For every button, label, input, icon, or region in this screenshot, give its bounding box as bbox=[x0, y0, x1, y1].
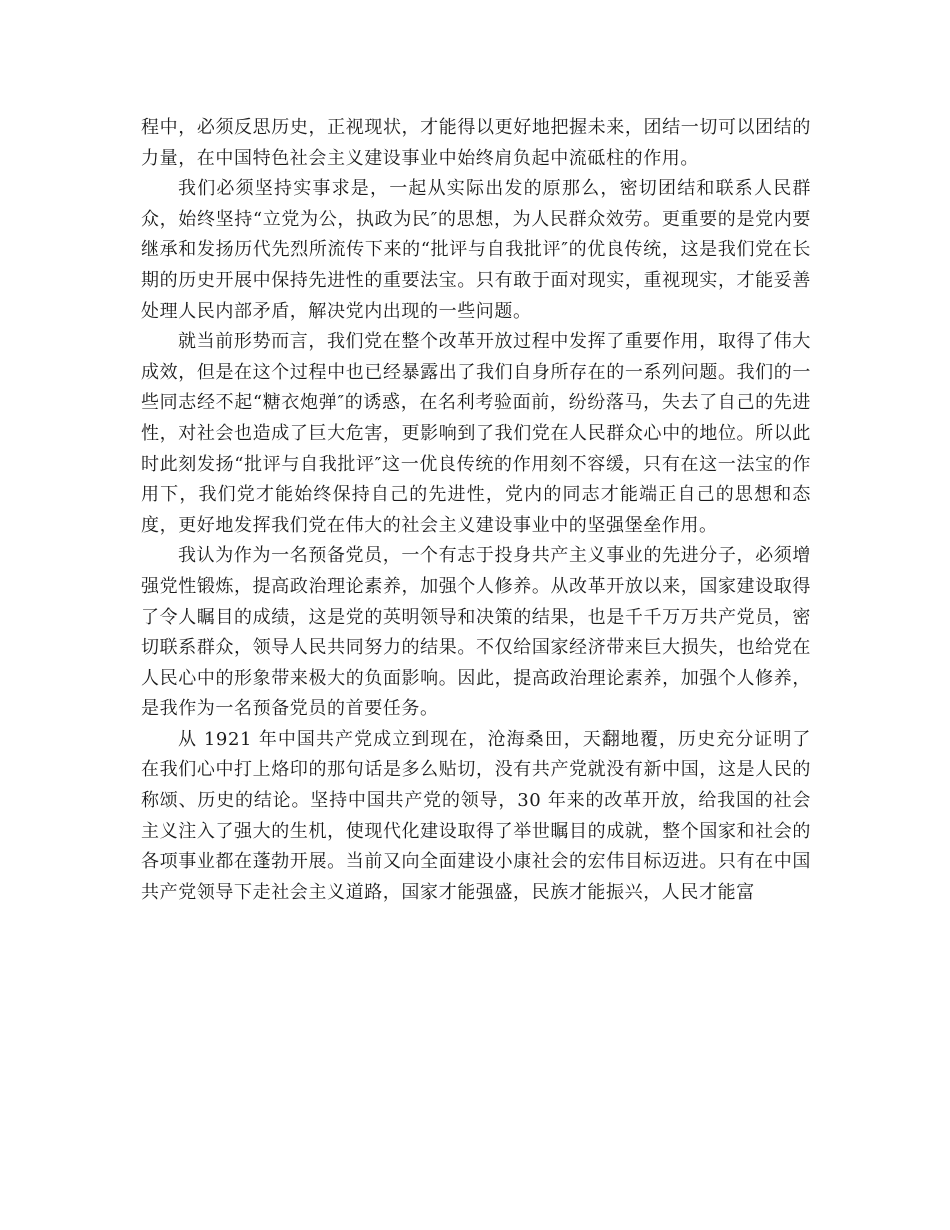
paragraph-2: 我们必须坚持实事求是，一起从实际出发的原那么，密切团结和联系人民群众，始终坚持“立党为公，执政为民″的思想，为人民群众效劳。更重要的是党内要继承和发扬历代先烈所流传下来的“批评与自我批评″的优良传统，这是我们党在长期的历史开展中保持先进性的重要法宝。只有敢于面对现实，重视现实，才能妥善处理人民内部矛盾，解决党内出现的一些问题。 bbox=[141, 178, 811, 322]
paragraph-3: 就当前形势而言，我们党在整个改革开放过程中发挥了重要作用，取得了伟大成效，但是在这个过程中也已经暴露出了我们自身所存在的一系列问题。我们的一些同志经不起“糖衣炮弹″的诱惑，在名利考验面前，纷纷落马，失去了自己的先进性，对社会也造成了巨大危害，更影响到了我们党在人民群众心中的地位。所以此时此刻发扬“批评与自我批评″这一优良传统的作用刻不容缓，只有在这一法宝的作用下，我们党才能始终保持自己的先进性，党内的同志才能端正自己的思想和态度，更好地发挥我们党在伟大的社会主义建设事业中的坚强堡垒作用。 bbox=[141, 331, 811, 536]
paragraph-1: 程中，必须反思历史，正视现状，才能得以更好地把握未来，团结一切可以团结的力量，在中国特色社会主义建设事业中始终肩负起中流砥柱的作用。 bbox=[141, 117, 811, 169]
paragraph-5: 从 1921 年中国共产党成立到现在，沧海桑田，天翻地覆，历史充分证明了在我们心中打上烙印的那句话是多么贴切，没有共产党就没有新中国，这是人民的称颂、历史的结论。坚持中国共产党的领导，30 年来的改革开放，给我国的社会主义注入了强大的生机，使现代化建设取得了举世瞩目的成就，整个国家和社会的各项事业都在蓬勃开展。当前又向全面建设小康社会的宏伟目标迈进。只有在中国共产党领导下走社会主义道路，国家才能强盛，民族才能振兴，人民才能富 bbox=[141, 728, 811, 903]
document-body bbox=[141, 113, 811, 908]
paragraph-4: 我认为作为一名预备党员，一个有志于投身共产主义事业的先进分子，必须增强党性锻炼，提高政治理论素养，加强个人修养。从改革开放以来，国家建设取得了令人瞩目的成绩，这是党的英明领导和决策的结果，也是千千万万共产党员，密切联系群众，领导人民共同努力的结果。不仅给国家经济带来巨大损失，也给党在人民心中的形象带来极大的负面影响。因此，提高政治理论素养，加强个人修养，是我作为一名预备党员的首要任务。 bbox=[141, 545, 811, 720]
